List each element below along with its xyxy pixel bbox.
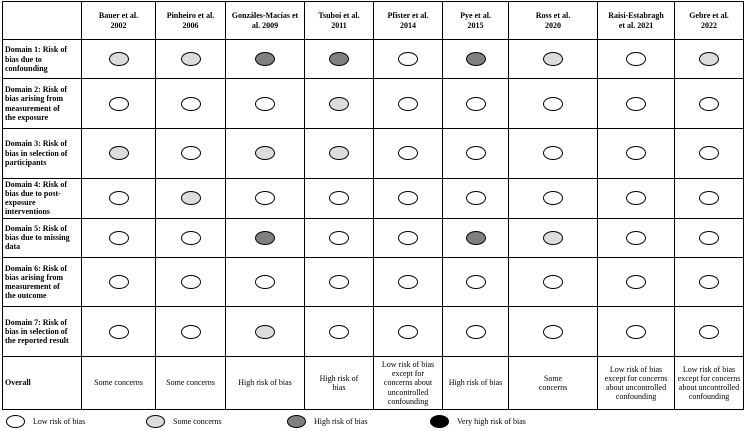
rating-low-circle [398,97,418,111]
domain-label-line: Domain 2: Risk of [5,85,68,95]
rating-low-circle [466,97,486,111]
rating-low-circle [626,231,646,245]
rating-low-circle [626,275,646,289]
rating-high-circle [329,52,349,66]
study-name: Gebre et al. [689,11,729,21]
rating-cell [82,128,156,178]
rating-low-circle [626,191,646,205]
rating-low-circle [329,275,349,289]
domain-label-line: bias arising from [5,94,64,104]
domain-label-line: bias in selection of [5,148,68,158]
rating-cell [509,218,598,257]
domain-label-line: Domain 1: Risk of [5,45,68,55]
legend-label: Some concerns [173,416,222,426]
rating-low-circle [329,191,349,205]
legend-label: Very high risk of bias [457,416,526,426]
study-name: 2011 [331,20,347,30]
rating-cell [374,178,443,218]
study-header [598,2,675,40]
rating-high-circle [466,231,486,245]
rating-low-circle [543,191,563,205]
study-name: Pfister et al. [387,11,429,21]
overall-text: about uncontrolled [678,383,740,393]
rating-low-circle [543,97,563,111]
rating-cell [509,40,598,79]
rating-cell [443,218,509,257]
rating-cell [156,307,226,357]
rating-low-circle [626,325,646,339]
overall-text: Some concerns [166,378,215,388]
study-header [305,2,374,40]
rating-low-circle [255,191,275,205]
rating-low-circle [699,275,719,289]
rating-some-circle [109,52,129,66]
domain-label-line: Domain 4: Risk of [5,179,68,189]
rating-low-circle [109,275,129,289]
study-name: Pye et al. [460,11,491,21]
rating-cell [156,257,226,307]
rating-cell [305,79,374,129]
domain-label-line: confounding [5,63,48,73]
rating-cell [82,218,156,257]
rating-low-circle [398,275,418,289]
legend-item [430,414,526,428]
domain-row [3,40,744,79]
legend-label: Low risk of bias [33,416,86,426]
rating-cell [598,40,675,79]
rating-cell [443,79,509,129]
overall-text: uncontrolled [387,387,429,397]
rating-low-circle [329,325,349,339]
rating-low-circle [626,52,646,66]
rating-cell [509,178,598,218]
rating-low-circle [699,97,719,111]
rating-low-circle [398,52,418,66]
corner-cell [3,2,82,40]
overall-text: except for concerns [604,373,668,383]
domain-label-line: interventions [5,207,50,217]
domain-label [3,307,82,357]
rating-cell [374,218,443,257]
rating-cell [226,307,305,357]
legend [4,412,741,430]
domain-label-line: data [5,242,21,252]
rating-cell [82,79,156,129]
table-body [3,2,744,410]
domain-label-line: bias due to [5,54,42,64]
rating-low-circle [699,146,719,160]
overall-cell [82,357,156,410]
rating-cell [675,40,744,79]
overall-text: except for concerns [677,373,741,383]
overall-cell [443,357,509,410]
rating-cell [374,257,443,307]
rating-cell [156,128,226,178]
rating-cell [305,178,374,218]
rating-low-circle [626,146,646,160]
rating-cell [82,257,156,307]
study-header [226,2,305,40]
rating-some-circle [329,97,349,111]
rating-cell [598,79,675,129]
domain-row [3,307,744,357]
legend-label: High risk of bias [314,416,368,426]
overall-text: Low risk of bias [682,364,736,374]
domain-label-line: measurement of [5,103,60,113]
rating-low-circle [181,231,201,245]
rating-cell [82,307,156,357]
risk-of-bias-table [2,1,744,410]
domain-label-line: bias arising from [5,272,64,282]
study-name: al. 2009 [251,20,279,30]
rating-low-circle [699,231,719,245]
study-header [509,2,598,40]
rating-cell [226,218,305,257]
rating-cell [156,218,226,257]
rating-cell [443,128,509,178]
legend-item [146,414,222,428]
overall-text: High risk of bias [238,378,292,388]
rating-some-circle [543,231,563,245]
overall-text: Some concerns [94,378,143,388]
domain-label-line: exposure [5,198,36,208]
rating-cell [598,218,675,257]
rating-high-circle [466,52,486,66]
rating-high-circle [255,231,275,245]
overall-text: Some [543,373,563,383]
domain-label-line: Domain 5: Risk of [5,223,68,233]
rating-cell [305,218,374,257]
overall-row [3,357,744,410]
overall-cell [305,357,374,410]
overall-cell [156,357,226,410]
legend-item [287,414,368,428]
overall-text: except for [391,369,425,379]
legend-very-high-circle [430,415,449,428]
rating-low-circle [543,275,563,289]
study-name: Bauer et al. [98,11,139,21]
domain-label-line: participants [5,157,47,167]
domain-label [3,40,82,79]
rating-low-circle [466,275,486,289]
rating-low-circle [181,97,201,111]
rating-cell [598,178,675,218]
rating-cell [509,128,598,178]
domain-label-line: the reported result [5,336,69,346]
rating-cell [598,257,675,307]
study-header [675,2,744,40]
overall-cell [598,357,675,410]
rating-some-circle [109,146,129,160]
study-header [156,2,226,40]
domain-row [3,79,744,129]
rating-cell [443,40,509,79]
rating-low-circle [181,325,201,339]
rating-cell [156,178,226,218]
overall-text: Low risk of bias [381,360,435,370]
domain-label-line: bias in selection of [5,327,68,337]
rating-cell [509,79,598,129]
rating-cell [443,257,509,307]
rating-low-circle [109,325,129,339]
overall-text: concerns [538,383,568,393]
rating-cell [82,40,156,79]
overall-text: confounding [688,392,730,402]
rating-some-circle [543,52,563,66]
rating-low-circle [699,191,719,205]
rating-cell [226,178,305,218]
domain-label-line: bias due to missing [5,232,70,242]
rating-low-circle [398,325,418,339]
domain-label [3,128,82,178]
overall-text: High risk of bias [448,378,503,388]
rating-low-circle [466,325,486,339]
rating-low-circle [398,231,418,245]
header-row [3,2,744,40]
rating-low-circle [181,275,201,289]
rating-cell [443,307,509,357]
study-name: 2014 [400,20,416,30]
rating-cell [374,79,443,129]
study-header [374,2,443,40]
rating-cell [443,178,509,218]
overall-text: High risk of [319,373,359,383]
rating-cell [509,257,598,307]
rating-cell [305,40,374,79]
rating-cell [675,218,744,257]
rating-cell [374,40,443,79]
overall-text: confounding [615,392,657,402]
rating-cell [305,257,374,307]
rating-cell [305,128,374,178]
rating-some-circle [699,52,719,66]
overall-label: Overall [3,357,82,410]
rating-some-circle [255,325,275,339]
rating-cell [675,307,744,357]
legend-item [6,414,85,428]
study-name: Ross et al. [535,11,571,21]
rating-cell [156,79,226,129]
rating-cell [675,79,744,129]
rating-cell [374,307,443,357]
domain-label-line: Domain 3: Risk of [5,139,68,149]
study-name: 2015 [467,20,484,30]
rating-cell [305,307,374,357]
domain-label-line: Domain 7: Risk of [5,317,68,327]
overall-text: bias [332,383,346,393]
overall-text: concerns about [383,378,433,388]
rating-some-circle [181,191,201,205]
domain-label [3,218,82,257]
study-name: et al. 2021 [618,20,654,30]
domain-label-line: Domain 6: Risk of [5,263,68,273]
rating-cell [675,257,744,307]
legend-low-circle [6,415,25,428]
domain-row [3,218,744,257]
rating-cell [156,40,226,79]
rating-high-circle [255,52,275,66]
overall-text: Low risk of bias [609,364,663,374]
domain-label [3,257,82,307]
rating-low-circle [543,146,563,160]
study-name: Gonzáles-Macías et [231,11,299,21]
domain-label [3,178,82,218]
study-name: 2002 [110,20,127,30]
study-name: Raisi-Estabragh [608,11,664,21]
rating-some-circle [181,52,201,66]
study-name: 2020 [545,20,561,30]
rating-low-circle [699,325,719,339]
study-name: Tsuboi et al. [318,11,360,21]
overall-cell [675,357,744,410]
rating-low-circle [466,146,486,160]
rating-low-circle [109,191,129,205]
domain-label-line: the outcome [5,291,47,301]
domain-row [3,257,744,307]
rating-cell [82,178,156,218]
rating-low-circle [329,231,349,245]
rating-cell [675,128,744,178]
domain-label-line: bias due to post- [5,188,61,198]
study-header [82,2,156,40]
rating-cell [675,178,744,218]
overall-text: confounding [387,396,429,406]
rating-low-circle [255,275,275,289]
rating-cell [598,128,675,178]
rating-some-circle [255,146,275,160]
domain-label [3,79,82,129]
rating-low-circle [543,325,563,339]
rating-low-circle [109,97,129,111]
rating-low-circle [255,97,275,111]
rating-low-circle [398,191,418,205]
rating-low-circle [466,191,486,205]
legend-high-circle [287,415,306,428]
domain-row [3,178,744,218]
rating-cell [226,79,305,129]
rating-low-circle [398,146,418,160]
rating-low-circle [626,97,646,111]
study-name: 2022 [701,20,717,30]
domain-label-line: the exposure [5,112,49,122]
overall-cell [509,357,598,410]
overall-cell [374,357,443,410]
rating-cell [226,40,305,79]
rating-low-circle [109,231,129,245]
overall-text: about uncontrolled [605,383,667,393]
domain-row [3,128,744,178]
study-header [443,2,509,40]
legend-some-circle [146,415,165,428]
study-name: Pinheiro et al. [166,11,215,21]
rating-cell [226,128,305,178]
rating-cell [509,307,598,357]
domain-label-line: measurement of [5,281,60,291]
rating-cell [374,128,443,178]
rating-some-circle [329,146,349,160]
rating-cell [598,307,675,357]
rating-low-circle [181,146,201,160]
study-name: 2006 [182,20,199,30]
rating-cell [226,257,305,307]
overall-cell [226,357,305,410]
